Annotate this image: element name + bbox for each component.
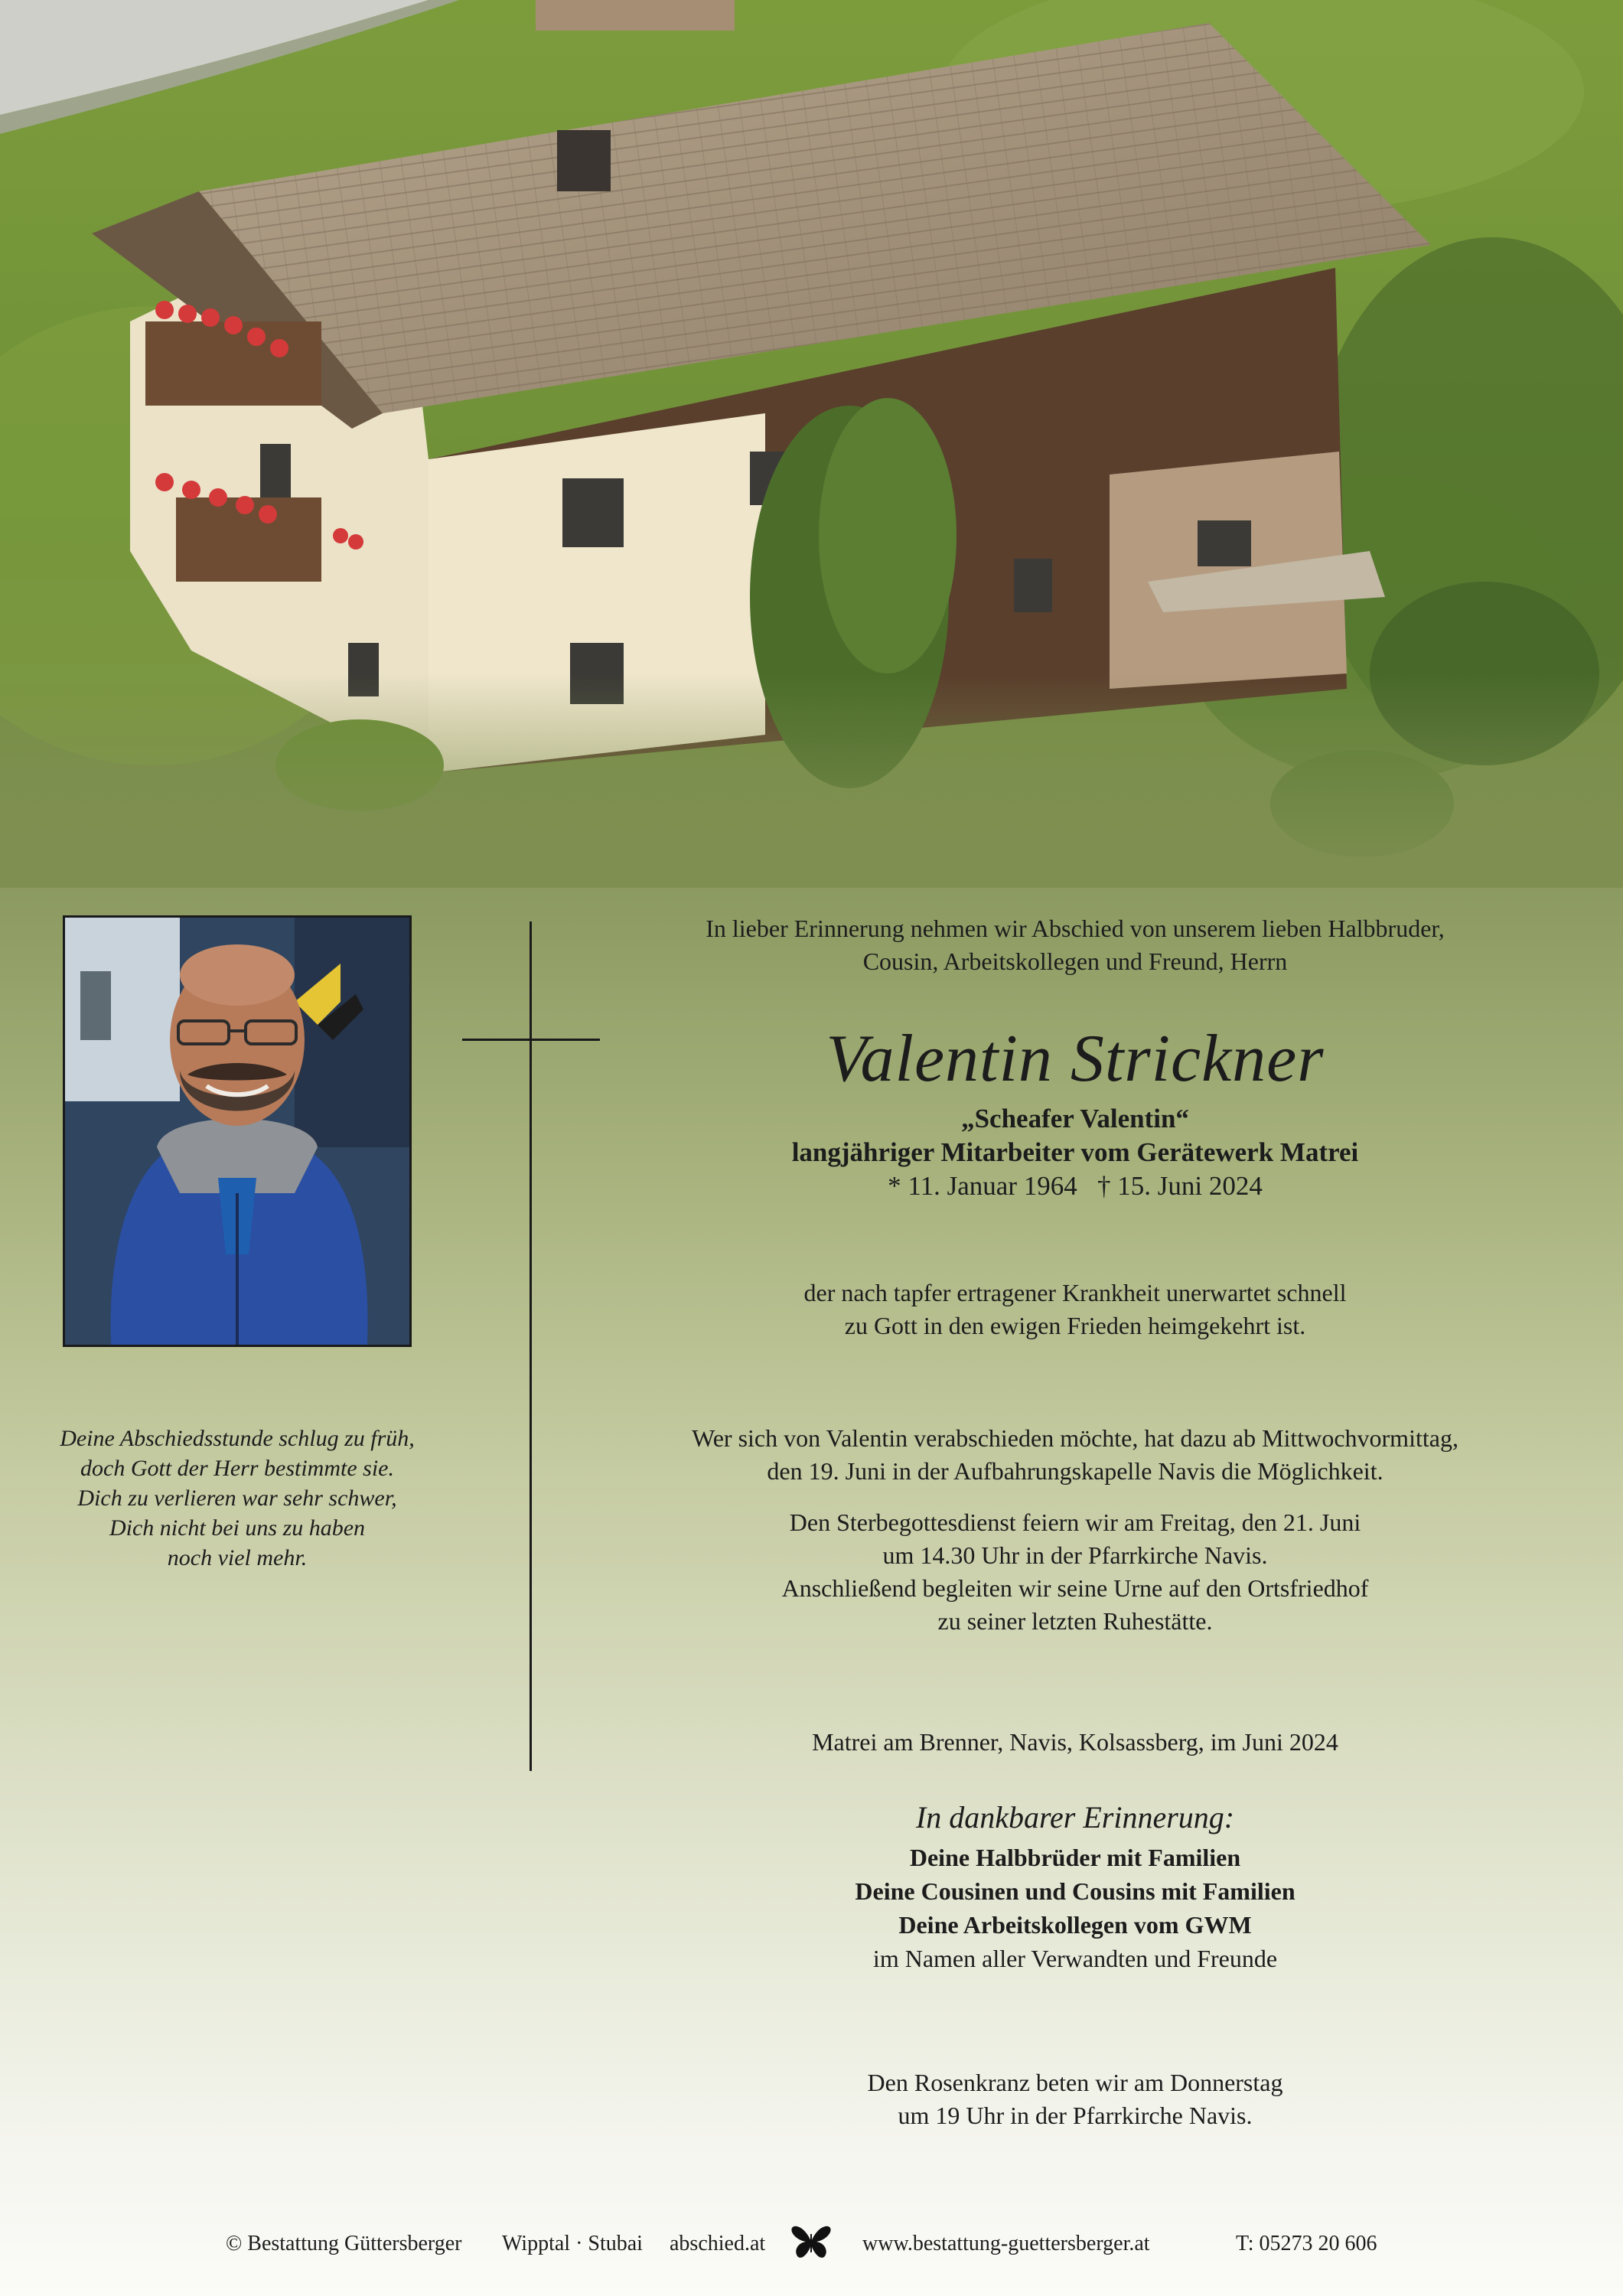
poem-line: noch viel mehr. bbox=[167, 1545, 308, 1570]
poem-line: Dich nicht bei uns zu haben bbox=[109, 1515, 366, 1541]
life-dates: * 11. Januar 1964 † 15. Juni 2024 bbox=[888, 1171, 1263, 1201]
deceased-nickname: „Scheafer Valentin“ bbox=[961, 1104, 1189, 1133]
intro-line: In lieber Erinnerung nehmen wir Abschied von unserem lieben Halbbruder, bbox=[706, 915, 1445, 942]
rosary-text bbox=[627, 2066, 1523, 2132]
mourners-line: Deine Cousinen und Cousins mit Familien bbox=[855, 1877, 1295, 1905]
mourners-list bbox=[627, 1841, 1523, 1975]
funeral-line: Anschließend begleiten wir seine Urne auf den Ortsfriedhof bbox=[781, 1574, 1369, 1602]
cross-vertical-bar bbox=[530, 921, 532, 1771]
mourners-heading: In dankbarer Erinnerung: bbox=[915, 1800, 1235, 1835]
footer-phone: T: 05273 20 606 bbox=[1236, 2232, 1377, 2255]
mourners-line: Deine Halbbrüder mit Familien bbox=[909, 1844, 1241, 1871]
funeral-line: Den Sterbegottesdienst feiern wir am Freitag, den 21. Juni bbox=[789, 1508, 1361, 1536]
visitation-line: Wer sich von Valentin verabschieden möchte, hat dazu ab Mittwochvormittag, bbox=[692, 1424, 1458, 1452]
intro-text bbox=[627, 912, 1523, 978]
funeral-line: um 14.30 Uhr in der Pfarrkirche Navis. bbox=[882, 1541, 1268, 1569]
funeral-line: zu seiner letzten Ruhestätte. bbox=[937, 1607, 1213, 1635]
intro-line: Cousin, Arbeitskollegen und Freund, Herrn bbox=[862, 947, 1288, 975]
visitation-line: den 19. Juni in der Aufbahrungskapelle Navis die Möglichkeit. bbox=[767, 1457, 1383, 1485]
illness-line: zu Gott in den ewigen Frieden heimgekehrt ist. bbox=[844, 1312, 1306, 1339]
funeral-text bbox=[627, 1506, 1523, 1638]
place-date: Matrei am Brenner, Navis, Kolsassberg, im Juni 2024 bbox=[812, 1728, 1338, 1756]
cross-horizontal-bar bbox=[462, 1039, 600, 1041]
butterfly-icon bbox=[790, 2223, 832, 2260]
visitation-text bbox=[627, 1422, 1523, 1488]
rosary-line: Den Rosenkranz beten wir am Donnerstag bbox=[867, 2069, 1283, 2096]
illness-text bbox=[627, 1277, 1523, 1342]
memorial-poem bbox=[31, 1424, 444, 1573]
illness-line: der nach tapfer ertragener Krankheit unerwartet schnell bbox=[803, 1279, 1347, 1306]
footer-abschied-link[interactable]: abschied.at bbox=[670, 2232, 766, 2255]
rosary-line: um 19 Uhr in der Pfarrkirche Navis. bbox=[898, 2102, 1253, 2129]
mourners-line: Deine Arbeitskollegen vom GWM bbox=[898, 1911, 1252, 1939]
footer-region: Wipptal · Stubai bbox=[502, 2232, 643, 2255]
deceased-occupation: langjähriger Mitarbeiter vom Gerätewerk Matrei bbox=[791, 1137, 1359, 1167]
poem-line: Deine Abschiedsstunde schlug zu früh, bbox=[60, 1426, 415, 1451]
poem-line: doch Gott der Herr bestimmte sie. bbox=[80, 1456, 394, 1481]
deceased-name: Valentin Strickner bbox=[826, 1022, 1325, 1096]
header-house-photo bbox=[0, 0, 1623, 888]
deceased-details bbox=[627, 1102, 1523, 1203]
mourners-line: im Namen aller Verwandten und Freunde bbox=[872, 1945, 1278, 1972]
footer-copyright: © Bestattung Güttersberger bbox=[226, 2232, 462, 2255]
portrait-photo bbox=[63, 915, 412, 1347]
poem-line: Dich zu verlieren war sehr schwer, bbox=[77, 1486, 397, 1511]
footer-website-link[interactable]: www.bestattung-guettersberger.at bbox=[862, 2232, 1150, 2255]
